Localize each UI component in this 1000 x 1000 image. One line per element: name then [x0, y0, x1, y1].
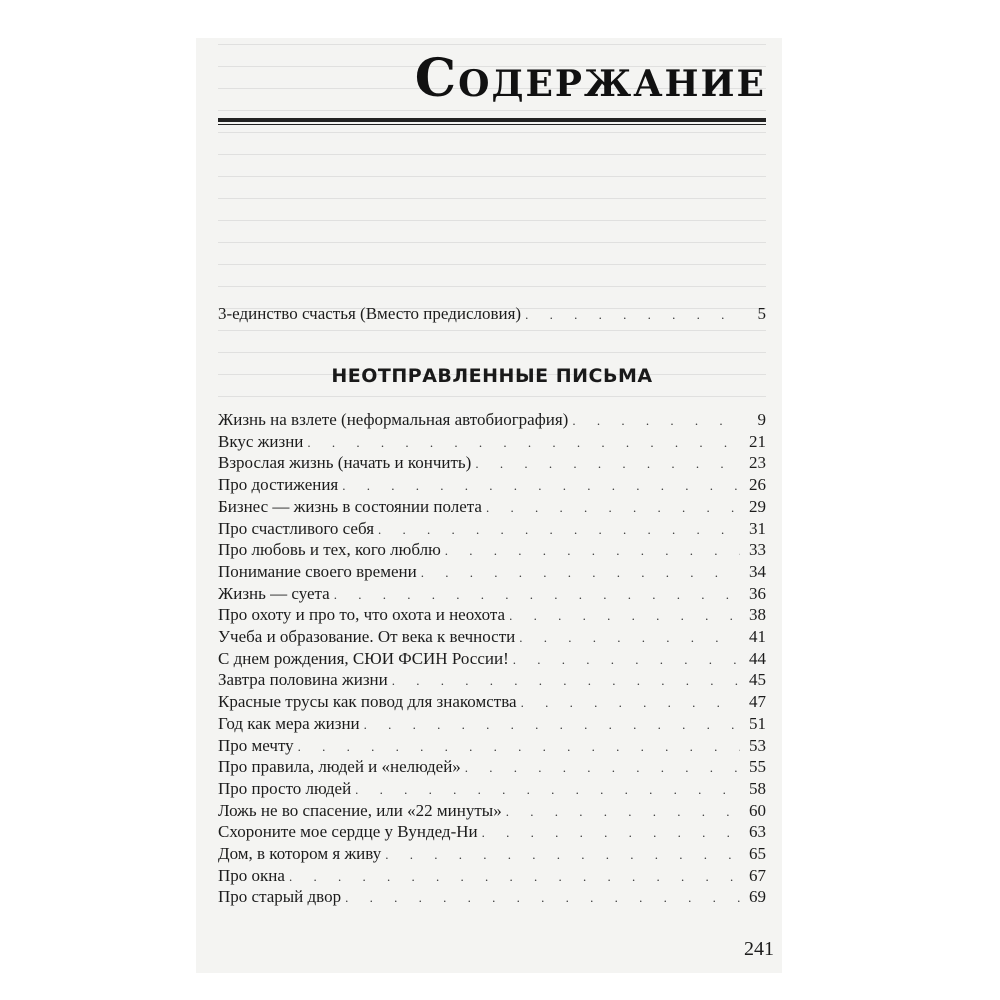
toc-entry-label: Жизнь на взлете (неформальная автобиография) — [218, 410, 569, 429]
toc-entry-label: Завтра половина жизни — [218, 670, 388, 690]
toc-entry — [218, 517, 766, 541]
toc-entry-label: Бизнес — жизнь в состоянии полета — [218, 496, 482, 516]
toc-entry-page: 67 — [749, 865, 766, 885]
toc-entry-label: Про счастливого себя — [218, 518, 375, 538]
toc-entry-page: 36 — [749, 583, 766, 603]
toc-entry — [218, 842, 766, 866]
toc-entry-page: 51 — [749, 713, 766, 733]
toc-entry-page: 65 — [749, 844, 766, 863]
toc-entry — [218, 495, 766, 519]
toc-entry — [218, 755, 766, 779]
toc-entry-page: 31 — [749, 518, 766, 538]
toc-entry-label: Про охоту и про то, что охота и неохота — [218, 605, 506, 625]
toc-entry — [218, 603, 766, 627]
toc-entry-page: 33 — [749, 540, 766, 560]
toc-entry — [218, 582, 766, 606]
toc-entry-page: 9 — [757, 410, 766, 429]
page-title: Содержание — [414, 48, 766, 109]
toc-entry-page: 29 — [749, 496, 766, 516]
toc-entry-label: С днем рождения, СЮИ ФСИН России! — [218, 648, 509, 668]
toc-entry-label: Ложь не во спасение, или «22 минуты» — [218, 800, 502, 820]
toc-entry-page: 34 — [749, 561, 766, 581]
toc-entry — [218, 820, 766, 844]
toc-entry-page: 53 — [749, 735, 766, 755]
toc-entry-intro — [218, 302, 766, 326]
toc-entry-page: 60 — [749, 800, 766, 820]
toc-leader-dots — [525, 303, 740, 327]
toc-entry — [218, 560, 766, 584]
toc-entry — [218, 625, 766, 649]
toc-entry-label: Схороните мое сердце у Вундед-Ни — [218, 822, 478, 842]
toc-entry-label: Про просто людей — [218, 778, 352, 798]
toc-entry-page: 38 — [749, 605, 766, 625]
toc-entry-page: 41 — [749, 627, 766, 646]
toc-entry — [218, 430, 766, 454]
toc-entry — [218, 734, 766, 758]
toc-entry-page: 5 — [757, 304, 766, 323]
toc-entry-page: 47 — [749, 692, 766, 712]
toc-entry-label: Про достижения — [218, 475, 339, 495]
toc-entry-label: Взрослая жизнь (начать и кончить) — [218, 453, 472, 473]
toc-entry-label: 3-единство счастья (Вместо предисловия) — [218, 304, 522, 323]
toc-entry-page: 58 — [749, 778, 766, 798]
table-of-contents — [218, 0, 766, 1000]
toc-entry — [218, 538, 766, 562]
toc-entry-label: Про старый двор — [218, 887, 342, 907]
toc-entry-label: Понимание своего времени — [218, 561, 417, 581]
page-number: 241 — [744, 938, 774, 960]
toc-entry-label: Год как мера жизни — [218, 713, 360, 733]
toc-entry-label: Про мечту — [218, 735, 294, 755]
toc-entry — [218, 690, 766, 714]
toc-entry-label: Про любовь и тех, кого люблю — [218, 540, 441, 560]
toc-entry-page: 69 — [749, 887, 766, 907]
toc-entry — [218, 712, 766, 736]
toc-entry-label: Учеба и образование. От века к вечности — [218, 627, 516, 646]
toc-entry-label: Дом, в котором я живу — [218, 844, 382, 863]
toc-entry-page: 55 — [749, 757, 766, 777]
toc-entry-page: 63 — [749, 822, 766, 842]
toc-entry-label: Красные трусы как повод для знакомства — [218, 692, 517, 712]
toc-entry — [218, 647, 766, 671]
toc-entry-page: 21 — [749, 431, 766, 451]
toc-entry — [218, 668, 766, 692]
toc-entry-label: Про окна — [218, 865, 285, 885]
toc-entry-page: 44 — [749, 648, 766, 668]
title-rule — [218, 118, 766, 122]
toc-entry — [218, 451, 766, 475]
section-heading: НЕОТПРАВЛЕННЫЕ ПИСЬМА — [331, 365, 653, 387]
toc-entry — [218, 799, 766, 823]
toc-entry — [218, 473, 766, 497]
toc-entry — [218, 885, 766, 909]
toc-entry-label: Жизнь — суета — [218, 583, 330, 603]
toc-entry-label: Вкус жизни — [218, 431, 304, 451]
toc-entry — [218, 864, 766, 888]
toc-entry-page: 45 — [749, 670, 766, 690]
toc-entry — [218, 408, 766, 432]
toc-entry — [218, 777, 766, 801]
toc-entry-page: 23 — [749, 453, 766, 473]
toc-entry-label: Про правила, людей и «нелюдей» — [218, 757, 461, 777]
toc-entry-page: 26 — [749, 475, 766, 495]
toc-leader-dots — [345, 886, 740, 910]
